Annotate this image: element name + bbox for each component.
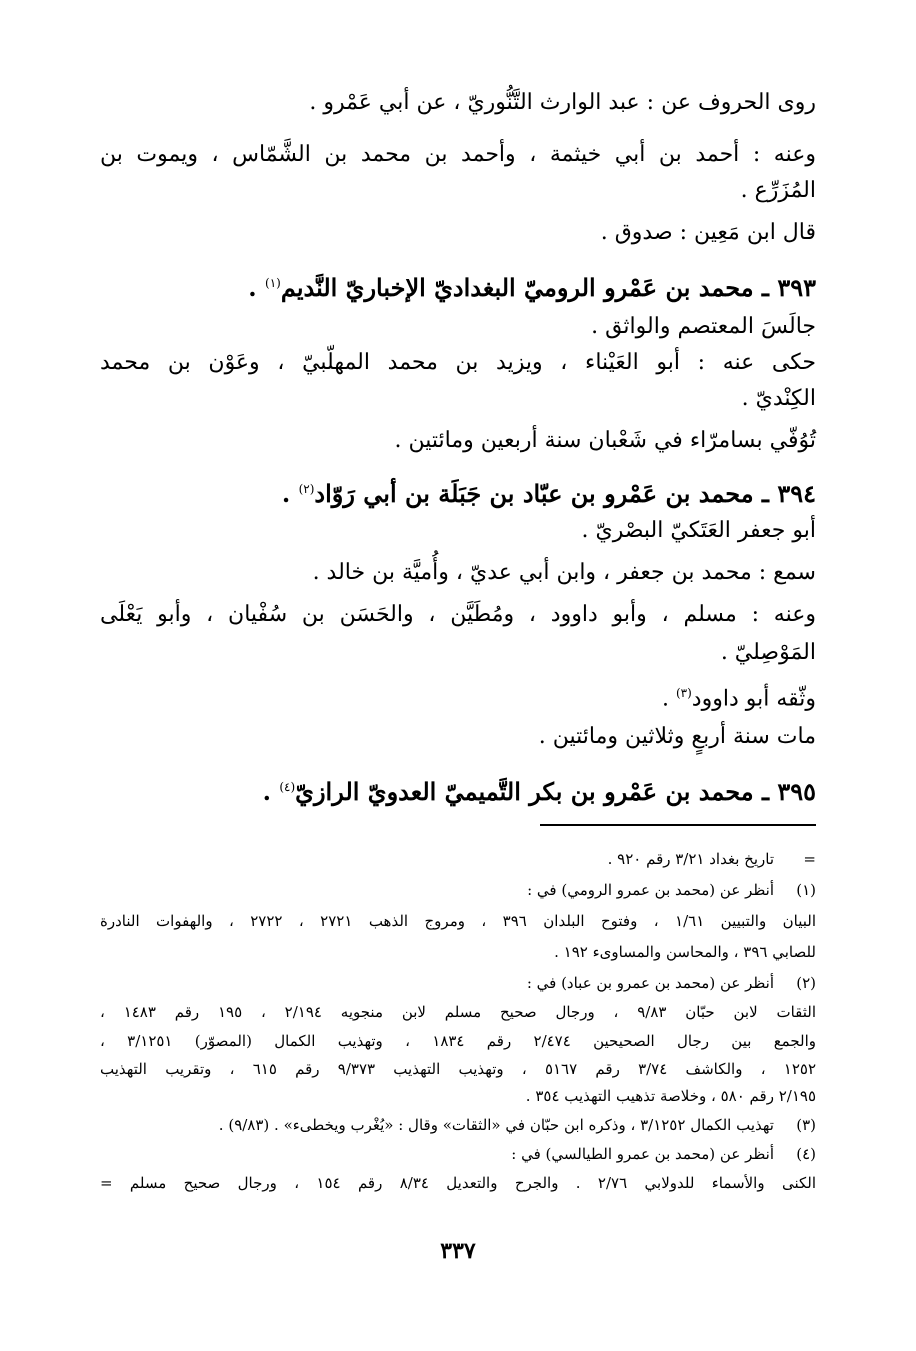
text-line: تُوُفّي بسامرّاء في شَعْبان سنة أربعين ومائتين . <box>394 428 816 453</box>
footnote-number: (١) <box>796 881 816 899</box>
footnote-text: ٢/١٩٥ رقم ٥٨٠ ، وخلاصة تذهيب التهذيب ٣٥٤ . <box>525 1087 816 1105</box>
text-line: المُزَرِّع . <box>740 178 816 203</box>
footnote-ref: (١) <box>265 276 281 290</box>
entry-heading-394 <box>282 472 816 511</box>
footnote-ref: (٢) <box>298 482 315 496</box>
text-line: مات سنة أربعٍ وثلاثين ومائتين . <box>538 724 816 749</box>
footnote-text: تهذيب الكمال ٣/١٢٥٢ ، وذكره ابن حبّان في «الثقات» وقال : «يُغْرب ويخطىء» . (٩/٨٣) . <box>218 1116 774 1134</box>
entry-title: ٣٩٣ ـ محمد بن عَمْرو الروميّ البغداديّ الإخباريّ النَّديم <box>280 273 816 302</box>
entry-heading-395 <box>263 770 816 809</box>
entry-end: . <box>262 777 280 806</box>
text-line: حكى عنه : أبو العَيْناء ، ويزيد بن محمد المهلّبيّ ، وعَوْن بن محمد <box>100 350 816 375</box>
entry-end: . <box>281 479 299 508</box>
text-line: الكِنْديّ . <box>741 386 816 411</box>
footnote-ref: (٣) <box>675 686 692 700</box>
text-line: قال ابن مَعِين : صدوق . <box>600 220 816 245</box>
footnote-text: للصابي ٣٩٦ ، والمحاسن والمساوىء ١٩٢ . <box>554 943 816 961</box>
footnote-separator <box>540 824 816 826</box>
text-line: سمع : محمد بن جعفر ، وابن أبي عديّ ، وأُميَّة بن خالد . <box>312 560 816 585</box>
text-line: جالَسَ المعتصم والواثق . <box>591 314 816 339</box>
text-line: روى الحروف عن : عبد الوارث التَّنُّوريّ ، عن أبي عَمْرو . <box>309 90 816 115</box>
footnote-number: = <box>803 850 816 868</box>
footnote-ref: (٤) <box>279 780 296 794</box>
footnote-heading: أنظر عن (محمد بن عمرو بن عباد) في : <box>526 974 774 992</box>
footnote-text: والجمع بين رجال الصحيحين ٢/٤٧٤ رقم ١٨٣٤ ، وتهذيب الكمال (المصوّر) ٣/١٢٥١ ، <box>100 1032 817 1050</box>
text-line: وعنه : أحمد بن أبي خيثمة ، وأحمد بن محمد بن الشَّمّاس ، ويموت بن <box>100 142 816 167</box>
entry-heading-393 <box>248 266 816 305</box>
footnote-text: الثقات لابن حبّان ٩/٨٣ ، ورجال صحيح مسلم لابن منجويه ٢/١٩٤ ، ١٩٥ رقم ١٤٨٣ ، <box>100 1003 817 1021</box>
entry-title: ٣٩٥ ـ محمد بن عَمْرو بن بكر التَّميميّ العدويّ الرازيّ <box>295 777 816 806</box>
text-line: المَوْصِليّ . <box>720 640 816 665</box>
footnote-number: (٤) <box>796 1145 816 1163</box>
footnote-text: تاريخ بغداد ٣/٢١ رقم ٩٢٠ . <box>607 850 774 868</box>
footnote-text: ١٢٥٢ ، والكاشف ٣/٧٤ رقم ٥١٦٧ ، وتهذيب التهذيب ٩/٣٧٣ رقم ٦١٥ ، وتقريب التهذيب <box>100 1060 817 1078</box>
text-span: وثّقه أبو داوود <box>691 686 816 712</box>
footnote-number: (٢) <box>796 974 816 992</box>
footnote-heading: أنظر عن (محمد بن عمرو الطيالسي) في : <box>511 1145 774 1163</box>
footnote-number: (٣) <box>796 1116 816 1134</box>
page-number: ٣٣٧ <box>440 1238 476 1264</box>
footnote-text: البيان والتبيين ١/٦١ ، وفتوح البلدان ٣٩٦ ، ومروج الذهب ٢٧٢١ ، ٢٧٢٢ ، والهفوات النادرة <box>100 912 816 930</box>
footnote-text: الكنى والأسماء للدولابي ٢/٧٦ . والجرح والتعديل ٨/٣٤ رقم ١٥٤ ، ورجال صحيح مسلم = <box>100 1174 816 1192</box>
entry-title: ٣٩٤ ـ محمد بن عَمْرو بن عبّاد بن جَبَلَة بن أبي رَوّاد <box>314 479 816 508</box>
entry-end: . <box>248 273 266 302</box>
text-line: وثّقه أبو داوود$^{(٣)}$ . <box>661 686 816 712</box>
text-line: أبو جعفر العَتَكيّ البصْريّ . <box>581 518 816 543</box>
text-line: وعنه : مسلم ، وأبو داوود ، ومُطَيَّن ، والحَسَن بن سُفْيان ، وأبو يَعْلَى <box>100 602 816 627</box>
footnote-heading: أنظر عن (محمد بن عمرو الرومي) في : <box>527 881 774 899</box>
